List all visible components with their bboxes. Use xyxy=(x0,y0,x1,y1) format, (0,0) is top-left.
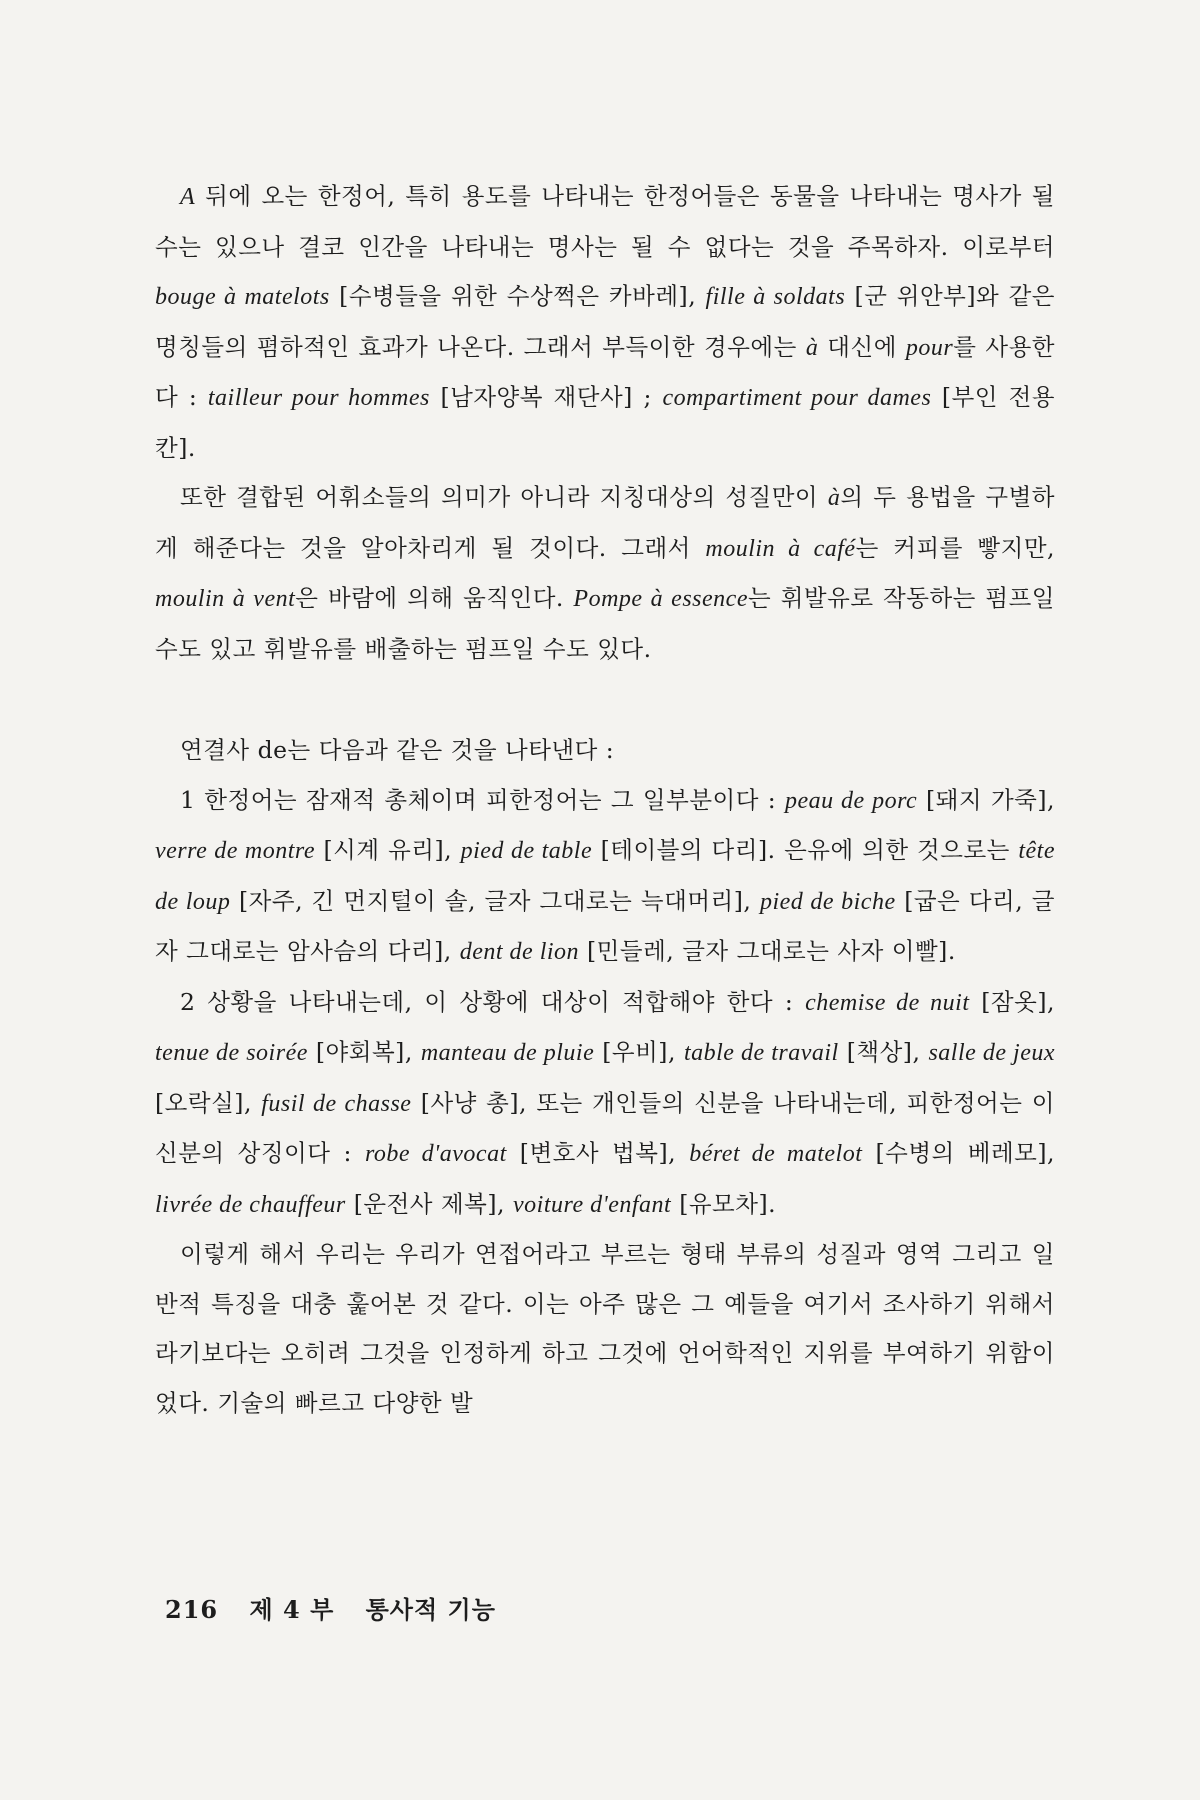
french-term: pied de biche xyxy=(759,888,896,915)
french-term: bouge à matelots xyxy=(155,284,330,310)
text-run: [수병들을 위한 수상쩍은 카바레], xyxy=(329,282,706,310)
french-term: à xyxy=(805,334,819,361)
french-term: pour xyxy=(905,334,954,361)
text-run: 또한 결합된 어휘소들의 의미가 아니라 지칭대상의 성질만이 xyxy=(180,483,828,511)
french-term: chemise de nuit xyxy=(805,989,970,1016)
text-run: 의 두 용법을 구별하게 해준다는 것을 알아차리게 될 것이다. 그래서 xyxy=(155,483,1055,562)
french-term: peau de porc xyxy=(785,787,918,814)
text-run: [야회복], xyxy=(307,1038,421,1066)
french-term: tailleur pour hommes xyxy=(207,385,430,411)
text-run: 연결사 de는 다음과 같은 것을 나타낸다 : xyxy=(180,736,615,764)
text-run: [운전사 제복], xyxy=(345,1189,513,1218)
text-run: [테이블의 다리]. 은유에 의한 것으로는 xyxy=(592,836,1019,864)
text-run: [오락실], xyxy=(155,1088,262,1117)
french-term: tête de loup xyxy=(155,838,1055,915)
text-run: [책상], xyxy=(838,1038,929,1066)
paragraph-p1 xyxy=(155,172,1055,473)
page-number: 216 xyxy=(165,1595,219,1624)
french-term: béret de matelot xyxy=(689,1141,863,1167)
french-term: A xyxy=(180,184,196,210)
text-run: [자주, 긴 먼지털이 솔, 글자 그대로는 늑대머리], xyxy=(230,886,760,915)
french-term: salle de jeux xyxy=(928,1040,1055,1066)
french-term: livrée de chauffeur xyxy=(155,1191,346,1218)
text-run: [민들레, 글자 그대로는 사자 이빨]. xyxy=(579,937,956,965)
chapter-title: 통사적 기능 xyxy=(365,1595,496,1624)
text-run: 2 상황을 나타내는데, 이 상황에 대상이 적합해야 한다 : xyxy=(180,987,806,1016)
paragraph-p6 xyxy=(155,1230,1055,1428)
french-term: à xyxy=(827,485,841,511)
french-term: dent de lion xyxy=(459,939,580,965)
french-term: manteau de pluie xyxy=(420,1040,595,1066)
text-run: 는 휘발유로 작동하는 펌프일 수도 있고 휘발유를 배출하는 펌프일 수도 있다. xyxy=(155,584,1056,663)
text-run: [돼지 가죽], xyxy=(917,785,1055,814)
french-term: tenue de soirée xyxy=(155,1040,308,1066)
paragraph-p2 xyxy=(155,473,1055,674)
paragraph-p4 xyxy=(155,776,1055,978)
french-term: table de travail xyxy=(683,1040,839,1066)
text-run: [잠옷], xyxy=(969,987,1055,1016)
text-run: 은 바람에 의해 움직인다. xyxy=(295,584,574,612)
french-term: Pompe à essence xyxy=(573,586,748,612)
text-run: [시계 유리], xyxy=(315,836,461,864)
text-run: 대신에 xyxy=(818,332,906,361)
text-run: [부인 전용 칸]. xyxy=(155,383,1055,462)
french-term: moulin à café xyxy=(705,535,856,562)
paragraph-p3 xyxy=(155,726,1055,776)
french-term: moulin à vent xyxy=(155,586,296,612)
text-run: [굽은 다리, 글자 그대로는 암사슴의 다리], xyxy=(155,886,1055,965)
body-text xyxy=(155,172,1055,1428)
text-run: [변호사 법복], xyxy=(506,1139,690,1167)
text-run: 이렇게 해서 우리는 우리가 연접어라고 부르는 형태 부류의 성질과 영역 그리고 일반적 특징을 대충 훑어본 것 같다. 이는 아주 많은 그 예들을 여기서 조사하기 위해서라기보다는 오히려 그것을 인정하게 하고 그것에 언어학적인 지위를 부여하기 위함이었다. 기술의 빠르고 다양한 발 xyxy=(155,1240,1055,1417)
text-run: 는 커피를 빻지만, xyxy=(855,533,1055,562)
page-footer xyxy=(165,1590,496,1625)
text-run: [사냥 총], 또는 개인들의 신분을 나타내는데, 피한정어는 이 신분의 상징이다 : xyxy=(155,1088,1055,1167)
french-term: fille à soldats xyxy=(705,284,846,310)
text-run: 뒤에 오는 한정어, 특히 용도를 나타내는 한정어들은 동물을 나타내는 명사가 될 수는 있으나 결코 인간을 나타내는 명사는 될 수 없다는 것을 주목하자. 이로부터 xyxy=(155,182,1055,261)
text-run: [유모차]. xyxy=(671,1189,777,1218)
text-run: 를 사용한다 : xyxy=(155,332,1055,411)
part-label: 제 4 부 xyxy=(249,1595,335,1624)
text-run: [군 위안부]와 같은 명칭들의 폄하적인 효과가 나온다. 그래서 부득이한 경우에는 xyxy=(155,282,1056,361)
paragraph-p5 xyxy=(155,978,1055,1231)
text-run: [수병의 베레모], xyxy=(862,1139,1056,1167)
text-run: [우비], xyxy=(594,1038,684,1066)
text-run: [남자양복 재단사] ; xyxy=(429,383,663,411)
french-term: fusil de chasse xyxy=(261,1090,412,1117)
french-term: compartiment pour dames xyxy=(662,385,932,411)
french-term: verre de montre xyxy=(155,838,316,864)
french-term: voiture d'enfant xyxy=(513,1191,672,1218)
text-run: 1 한정어는 잠재적 총체이며 피한정어는 그 일부분이다 : xyxy=(180,785,786,814)
french-term: robe d'avocat xyxy=(364,1141,507,1167)
french-term: pied de table xyxy=(460,838,593,864)
